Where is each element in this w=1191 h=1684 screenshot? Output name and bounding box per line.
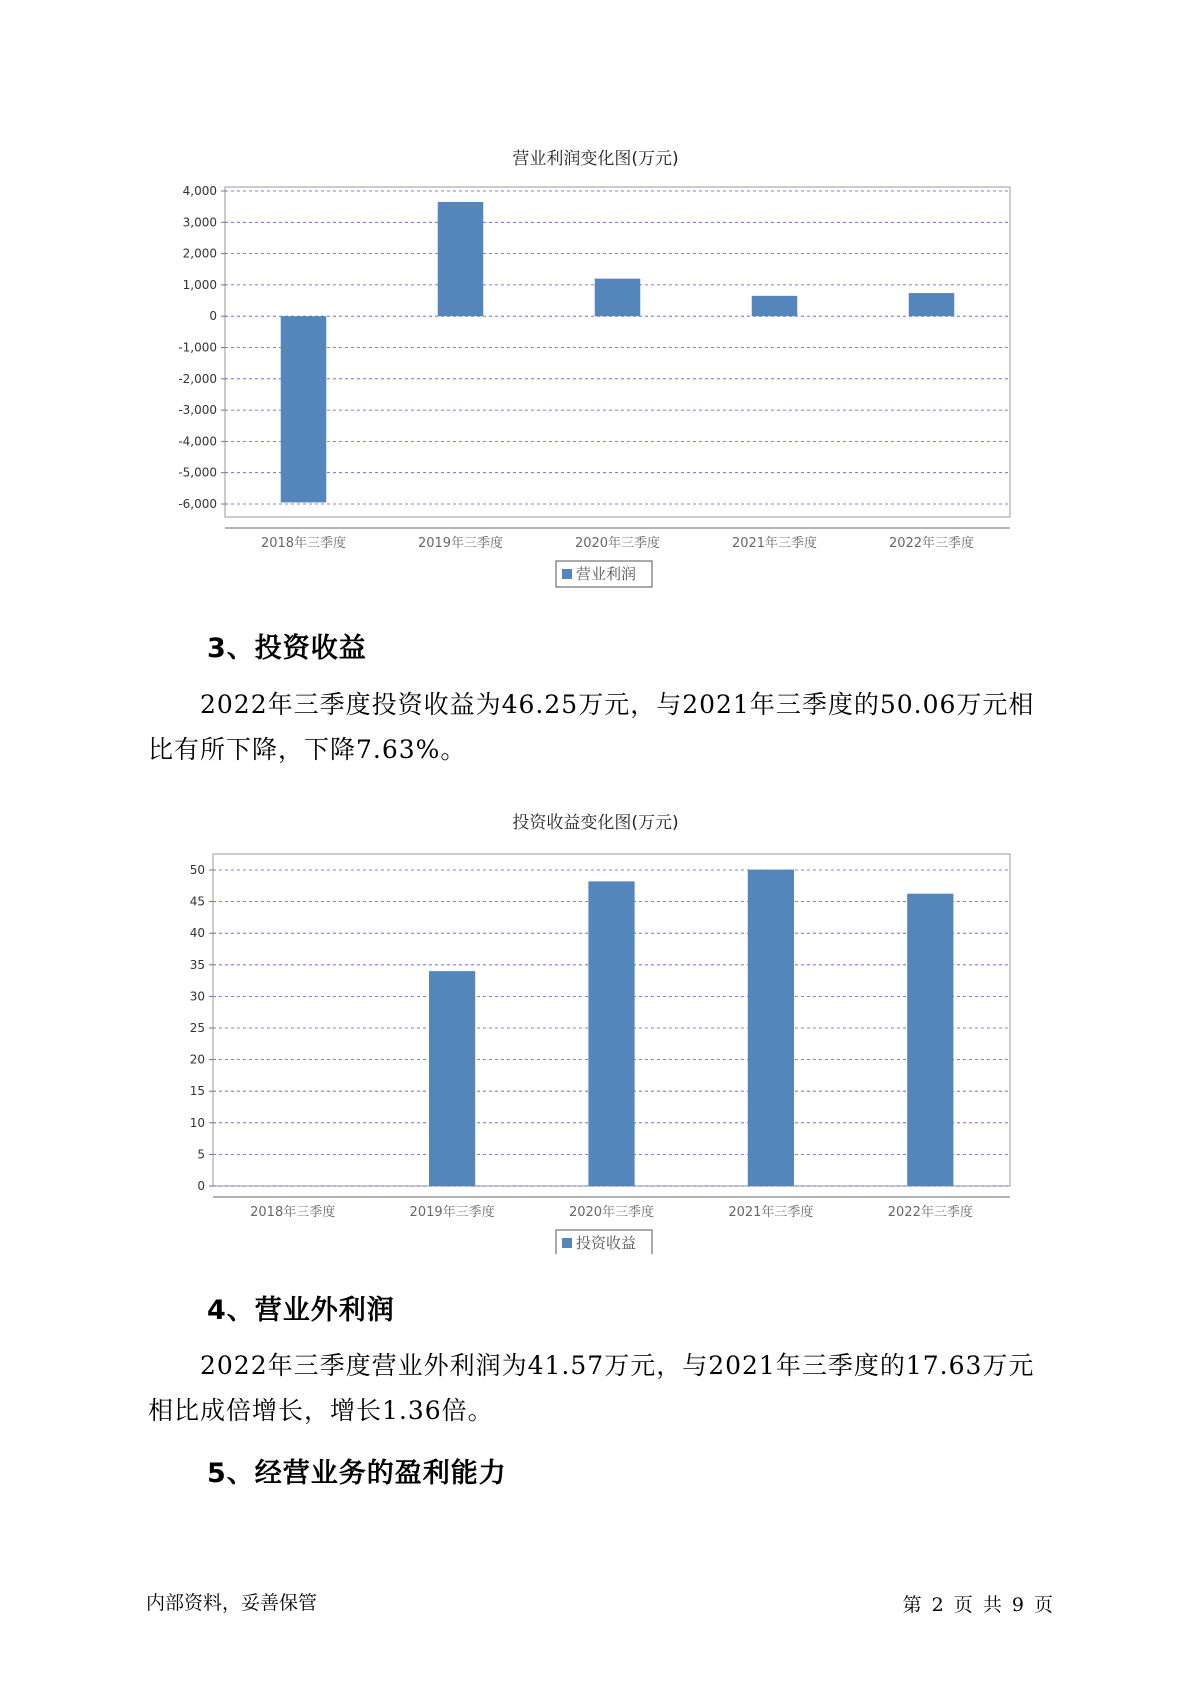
y-tick-label: 30	[189, 989, 205, 1004]
y-tick-label: 35	[189, 957, 205, 972]
section3-paragraph	[148, 682, 1048, 772]
footer-note: 内部资料，妥善保管	[146, 1592, 318, 1614]
page-number: 第 2 页 共 9 页	[902, 1594, 1053, 1616]
x-tick-label: 2019年三季度	[409, 1205, 495, 1220]
y-tick-label: 15	[189, 1084, 205, 1099]
y-tick-label: 40	[189, 926, 205, 941]
plot-area	[225, 187, 1010, 517]
y-tick-label: -5,000	[178, 465, 217, 480]
section4-heading: 4、营业外利润	[207, 1295, 395, 1326]
section3-heading: 3、投资收益	[207, 633, 367, 664]
y-tick-label: 2,000	[182, 246, 217, 261]
chart2-title: 投资收益变化图(万元)	[512, 813, 679, 833]
x-tick-label: 2022年三季度	[888, 536, 975, 551]
section4-line1: 2022年三季度营业外利润为41.57万元，与2021年三季度的17.63万元	[200, 1351, 1035, 1380]
x-tick-label: 2021年三季度	[731, 536, 818, 551]
y-tick-label: 50	[189, 863, 205, 877]
y-tick-label: 5	[197, 1147, 205, 1162]
x-tick-label: 2019年三季度	[417, 536, 504, 551]
operating-profit-chart	[0, 170, 1191, 610]
investment-income-chart	[0, 834, 1191, 1254]
y-tick-label: -6,000	[178, 497, 217, 511]
y-tick-label: -4,000	[178, 434, 217, 449]
x-tick-label: 2021年三季度	[728, 1205, 814, 1220]
bar	[281, 316, 327, 502]
x-tick-label: 2022年三季度	[887, 1205, 973, 1220]
section4-paragraph	[148, 1343, 1048, 1433]
bar	[588, 881, 634, 1186]
y-tick-label: 1,000	[182, 277, 217, 292]
y-tick-label: 20	[189, 1052, 205, 1067]
bar	[748, 870, 794, 1186]
y-tick-label: 0	[209, 309, 217, 324]
bar	[438, 202, 484, 316]
y-tick-label: 45	[189, 894, 205, 909]
section3-line1: 2022年三季度投资收益为46.25万元，与2021年三季度的50.06万元相	[200, 690, 1035, 719]
legend-label: 投资收益	[576, 1234, 637, 1252]
x-tick-label: 2020年三季度	[568, 1205, 655, 1220]
y-tick-label: 0	[197, 1179, 205, 1193]
y-tick-label: -2,000	[178, 371, 217, 386]
legend-label: 营业利润	[576, 565, 637, 583]
legend-swatch	[562, 1238, 572, 1248]
section3-line2: 比有所下降，下降7.63%。	[148, 735, 467, 764]
y-tick-label: -3,000	[178, 403, 217, 418]
bar	[752, 296, 798, 316]
y-tick-label: 4,000	[182, 184, 217, 198]
x-tick-label: 2020年三季度	[574, 536, 661, 551]
y-tick-label: 3,000	[182, 215, 217, 230]
y-tick-label: 25	[189, 1021, 205, 1035]
x-tick-label: 2018年三季度	[250, 1205, 336, 1220]
bar	[909, 293, 955, 316]
chart1-title: 营业利润变化图(万元)	[512, 149, 679, 169]
bar	[595, 279, 641, 317]
section5-heading: 5、经营业务的盈利能力	[207, 1458, 507, 1489]
x-tick-label: 2018年三季度	[260, 536, 347, 551]
legend-swatch	[562, 569, 572, 579]
section4-line2: 相比成倍增长，增长1.36倍。	[148, 1396, 494, 1425]
bar	[907, 894, 953, 1186]
bar	[429, 971, 475, 1186]
y-tick-label: 10	[189, 1115, 205, 1130]
y-tick-label: -1,000	[178, 340, 217, 355]
